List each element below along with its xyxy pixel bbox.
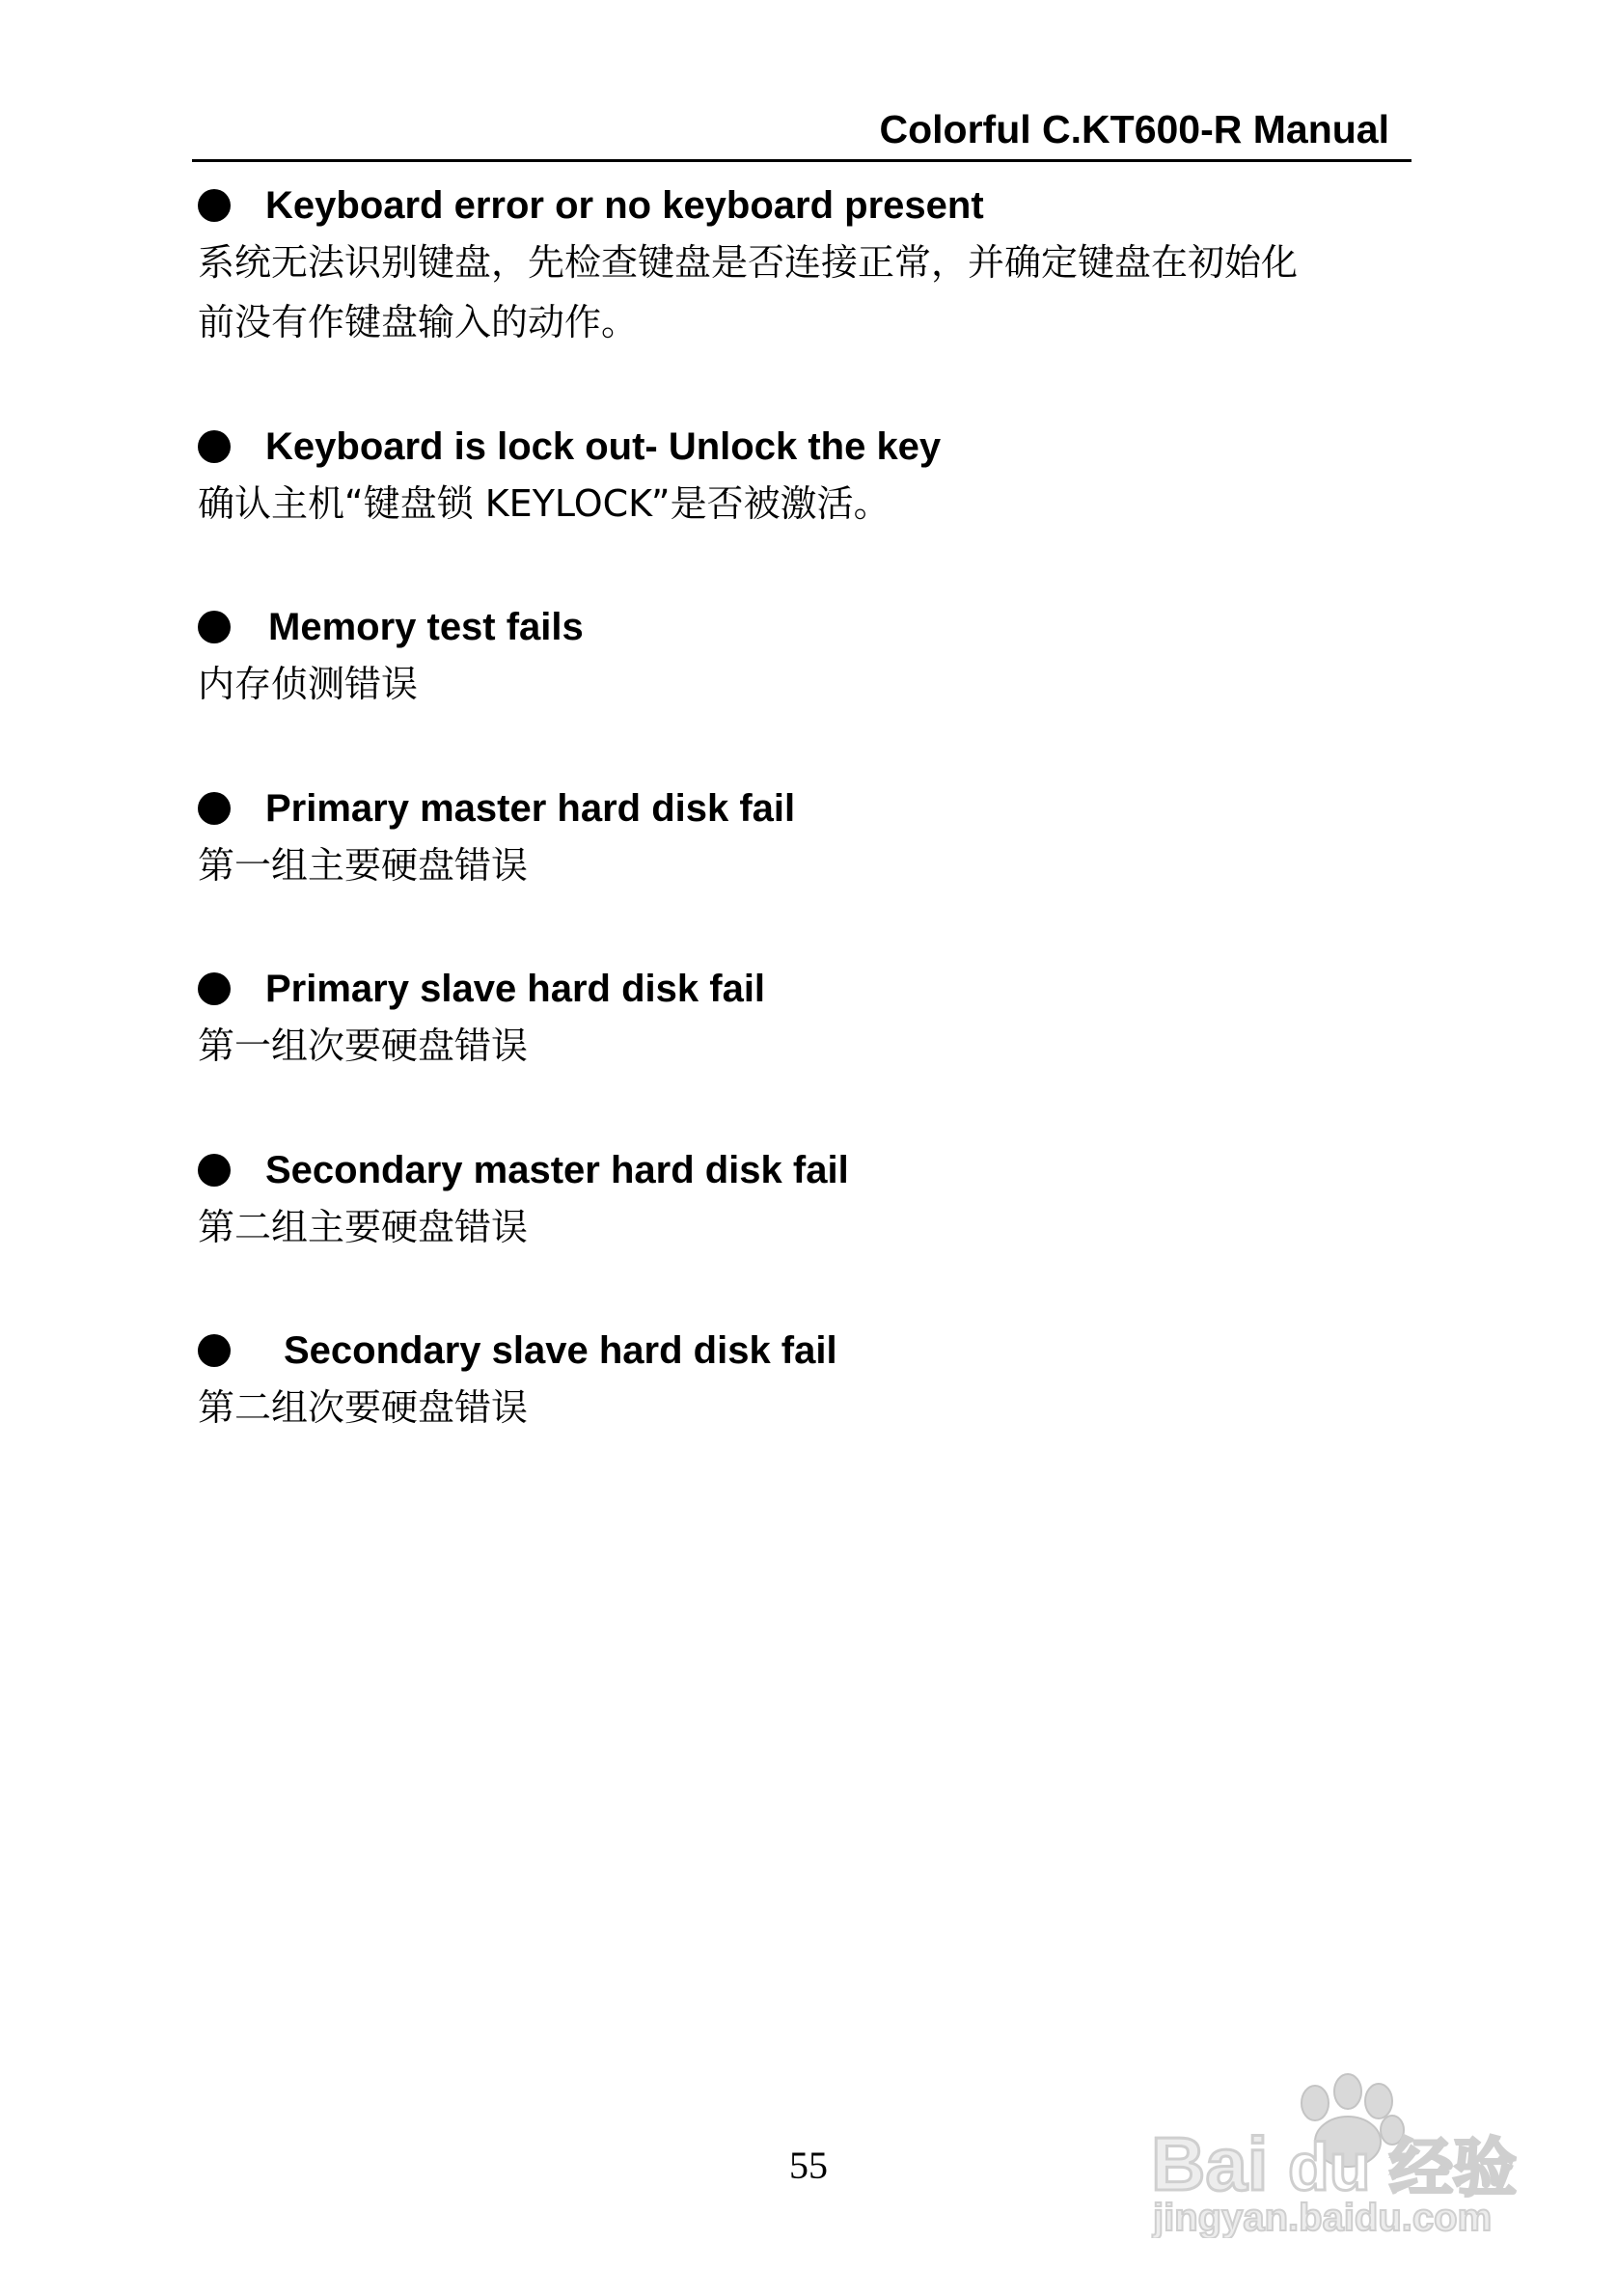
error-heading: [198, 178, 1452, 232]
error-description: [198, 1016, 1452, 1076]
error-description: [198, 1378, 1452, 1437]
watermark-du-text: du: [1288, 2129, 1371, 2204]
description-line: 确认主机“键盘锁 KEYLOCK”是否被激活。: [198, 482, 891, 525]
error-heading-text: Keyboard error or no keyboard present: [265, 184, 984, 227]
error-entry: [198, 962, 1452, 1076]
bullet-icon: [198, 1154, 231, 1187]
error-entry: [198, 420, 1452, 533]
description-line: 前没有作键盘输入的动作。: [198, 301, 639, 343]
error-heading: [198, 600, 1452, 654]
error-description: [198, 232, 1452, 352]
error-entry: [198, 178, 1452, 352]
error-entry: [198, 600, 1452, 714]
error-heading-text: Secondary slave hard disk fail: [284, 1329, 837, 1372]
bullet-icon: [198, 611, 231, 643]
error-heading: [198, 962, 1452, 1016]
watermark-jingyan-text: 经验: [1389, 2131, 1517, 2205]
error-description: [198, 835, 1452, 895]
manual-title: Colorful C.KT600-R Manual: [879, 107, 1389, 151]
description-line: 第一组主要硬盘错误: [198, 844, 529, 887]
description-line: 第二组次要硬盘错误: [198, 1386, 529, 1429]
error-heading-text: Memory test fails: [268, 606, 584, 648]
page-number: 55: [789, 2144, 828, 2187]
description-line: 内存侦测错误: [198, 663, 419, 705]
error-heading-text: Secondary master hard disk fail: [265, 1149, 849, 1191]
description-line: 系统无法识别键盘，先检查键盘是否连接正常，并确定键盘在初始化: [198, 241, 1299, 284]
error-heading: [198, 1143, 1452, 1197]
error-heading: [198, 420, 1452, 474]
bullet-icon: [198, 189, 231, 222]
description-line: 第二组主要硬盘错误: [198, 1206, 529, 1248]
error-heading-text: Primary slave hard disk fail: [265, 968, 766, 1010]
error-entry: [198, 1324, 1452, 1437]
error-description: [198, 474, 1452, 533]
description-line: 第一组次要硬盘错误: [198, 1025, 529, 1067]
bullet-icon: [198, 972, 231, 1005]
bullet-icon: [198, 430, 231, 463]
error-heading-text: Primary master hard disk fail: [265, 787, 796, 830]
watermark-brand-text: Bai: [1151, 2121, 1269, 2206]
error-heading: [198, 1324, 1452, 1378]
error-entry: [198, 781, 1452, 895]
error-description: [198, 654, 1452, 714]
error-heading-text: Keyboard is lock out- Unlock the key: [265, 425, 942, 468]
error-description: [198, 1197, 1452, 1257]
error-heading: [198, 781, 1452, 835]
error-entry: [198, 1143, 1452, 1257]
bullet-icon: [198, 792, 231, 825]
header-divider: [192, 159, 1411, 162]
bullet-icon: [198, 1334, 231, 1367]
baidu-jingyan-watermark-icon: [1143, 2045, 1548, 2238]
watermark-url-text: jingyan.baidu.com: [1153, 2197, 1493, 2238]
